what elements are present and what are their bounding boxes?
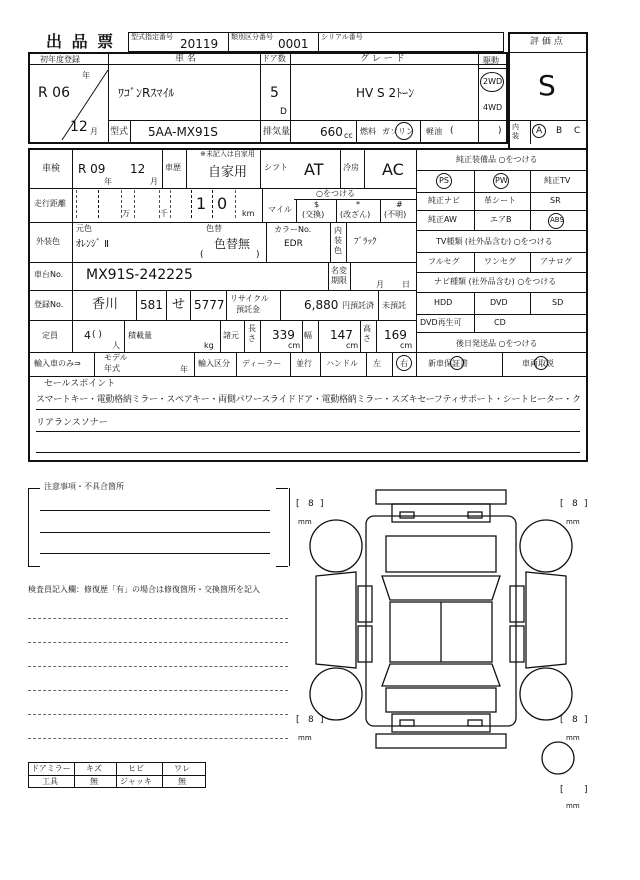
mileage-digit-box <box>134 190 160 218</box>
notes-label: 注意事項・不具合箇所 <box>44 482 124 491</box>
reg-num: 5777 <box>194 298 225 312</box>
tire-rl: 8 <box>308 715 314 725</box>
load-unit: kg <box>204 341 214 350</box>
windshield <box>382 576 500 600</box>
exchange-sym: $ <box>314 200 320 209</box>
sales-line2: リアランスソナー <box>36 418 108 428</box>
recycle-label1: リサイクル <box>230 294 269 303</box>
ac: AC <box>382 160 404 179</box>
wheel-rear-left <box>310 668 362 720</box>
tamper-sym: * <box>356 200 360 209</box>
navi-dvdplay: DVD再生可 <box>420 318 462 327</box>
reg-kana: せ <box>172 297 186 312</box>
legend-doormirror: ドアミラー <box>31 764 71 773</box>
tv-analog: アナログ <box>540 257 572 266</box>
tire-fr: 8 <box>572 499 578 509</box>
tire-rl-unit: mm <box>298 734 312 742</box>
equip-navi: 純正ナビ <box>428 196 460 205</box>
front-bumper <box>376 490 506 504</box>
width-label: 幅 <box>304 331 312 340</box>
category-no: 0001 <box>278 37 309 51</box>
shaken-month-unit: 月 <box>150 177 158 186</box>
color-paren-close: ) <box>256 250 260 260</box>
unknown-sym: # <box>396 200 403 209</box>
reg-class: 581 <box>140 298 163 312</box>
wheel-front-left <box>310 520 362 572</box>
hood-top <box>392 504 490 522</box>
tire-fr-bracket: ] <box>584 499 588 509</box>
first-reg-month-unit: 月 <box>90 127 98 136</box>
capacity-label: 定員 <box>42 331 58 340</box>
drive-4wd: 4WD <box>483 103 503 112</box>
mileage-digit-box <box>76 190 122 218</box>
load-label: 積載量 <box>128 331 152 340</box>
headlight-right <box>468 512 482 518</box>
page-title: 出 品 票 <box>46 32 116 51</box>
tv-title: TV種類 (社外品含む) ○をつける <box>436 237 553 246</box>
shaken-month: 12 <box>130 162 146 176</box>
tire-fr-bracket: [ <box>560 499 564 509</box>
interior-a: A <box>536 126 543 136</box>
tire-rl-bracket: [ <box>296 715 300 725</box>
equip-airbag: エアB <box>490 215 512 224</box>
color-label2: 色替 <box>206 224 222 233</box>
door-rl <box>358 626 372 662</box>
car-name-label: 車 名 <box>175 54 196 64</box>
fuel-gasoline: ガソリン <box>382 127 414 136</box>
drive-label: 駆動 <box>483 56 499 65</box>
fuel-diesel: 軽油 <box>426 127 442 136</box>
inspector-label: 検査員記入欄：修復歴「有」の場合は修復箇所・交換箇所を記入 <box>28 585 260 594</box>
category-label: 類別区分番号 <box>231 33 273 41</box>
dims-label: 諸元 <box>223 331 239 340</box>
tire-rr: 8 <box>572 715 578 725</box>
displacement: 660 <box>320 125 343 139</box>
equip-tv: 純正TV <box>544 176 571 185</box>
import-cat-label: 輸入区分 <box>198 359 230 368</box>
later-manual: 車両取説 <box>522 359 554 368</box>
color-change: 色替無 <box>214 237 251 251</box>
tire-fr-unit: mm <box>566 518 580 526</box>
tire-fl-bracket: ] <box>320 499 324 509</box>
length-label: 長さ <box>248 324 256 343</box>
model: 5AA-MX91S <box>148 125 218 139</box>
later-warranty: 新車保証書 <box>428 359 468 368</box>
taillight-right <box>468 720 482 726</box>
equip-aw: 純正AW <box>428 215 457 224</box>
interior-b: B <box>556 126 563 136</box>
shift-label: シフト <box>264 163 288 172</box>
tire-spare-bracket: ] <box>584 785 588 795</box>
taillight-left <box>400 720 414 726</box>
name-change-month: 月 <box>376 280 384 289</box>
first-reg-label: 初年度登録 <box>40 55 80 64</box>
capacity-paren: ( ) <box>92 330 102 340</box>
headlight-left <box>400 512 414 518</box>
model-year-label2: 年式 <box>104 364 120 373</box>
door-rr <box>510 626 524 662</box>
hood <box>386 536 496 572</box>
tire-rr-bracket: ] <box>584 715 588 725</box>
sales-label: セールスポイント <box>44 379 116 389</box>
tv-one: ワンセグ <box>484 257 516 266</box>
eval-score: S <box>538 69 556 102</box>
color-no-label: カラーNo. <box>274 225 312 234</box>
sales-line1: スマートキー・電動格納ミラー・スペアキー・両側パワースライドドア・電動格納ミラー・スズキセーフティサポート・シートヒーター・ク <box>36 395 581 405</box>
recycle-amount: 6,880 <box>304 298 339 312</box>
navi-title: ナビ種類 (社外品含む) ○をつける <box>434 277 557 286</box>
doors: 5 <box>270 85 279 101</box>
door-fr <box>510 586 524 622</box>
trunk <box>386 688 496 712</box>
vin-label: 車台No. <box>34 270 64 279</box>
tire-spare-bracket: [ <box>560 785 564 795</box>
handle-label: ハンドル <box>326 359 358 368</box>
displacement-label: 排気量 <box>263 127 291 137</box>
equip-abs: ABS <box>550 216 564 224</box>
equip-sr: SR <box>550 196 561 205</box>
history-label: 車歴 <box>165 163 181 172</box>
legend-kizu: キズ <box>86 764 102 773</box>
orig-color: ｵﾚﾝｼﾞ Ⅱ <box>76 239 110 250</box>
history-note: ※未記入は自家用 <box>200 150 255 158</box>
width-unit: cm <box>346 341 359 350</box>
serial-label: シリアル番号 <box>321 33 363 41</box>
navi-sd: SD <box>552 298 564 307</box>
drive-2wd: 2WD <box>483 77 503 86</box>
mileage-d1: 1 <box>196 194 207 213</box>
interior-c: C <box>574 126 581 136</box>
door-fl <box>358 586 372 622</box>
car-name: ﾜｺﾞﾝRｽﾏｲﾙ <box>118 86 175 100</box>
model-year-unit: 年 <box>180 365 188 374</box>
doors-type: D <box>280 107 287 117</box>
later-title: 後日発送品 ○をつける <box>456 339 538 348</box>
tire-fl-unit: mm <box>298 518 312 526</box>
tire-rl-bracket: ] <box>320 715 324 725</box>
equip-pw: PW <box>495 176 508 185</box>
legend-hibi: ヒビ <box>128 764 144 773</box>
type-approval-no: 20119 <box>180 37 219 51</box>
model-year-label1: モデル <box>104 353 128 362</box>
left: 左 <box>373 359 381 368</box>
model-label: 型式 <box>110 127 129 137</box>
rear-top <box>392 714 490 732</box>
orig-color-label: 元色 <box>76 224 92 233</box>
import-label: 輸入車のみ⇒ <box>34 359 81 368</box>
wheel-front-right <box>520 520 572 572</box>
eval-label: 評 価 点 <box>530 37 563 47</box>
shift: AT <box>304 160 324 179</box>
tire-fl: 8 <box>308 499 314 509</box>
shaken-label: 車検 <box>42 164 61 174</box>
grade-label: グ レ ー ド <box>360 54 405 64</box>
mileage-label: 走行距離 <box>34 199 66 208</box>
mileage-unit: km <box>242 209 255 218</box>
equip-leather: 革シート <box>484 196 516 205</box>
mileage-d2: 0 <box>217 194 228 213</box>
car-diagram <box>296 476 596 776</box>
first-reg-month: 12 <box>70 119 88 135</box>
navi-dvd: DVD <box>490 298 508 307</box>
dealer: ディーラー <box>242 359 282 368</box>
capacity: 4 <box>84 329 91 342</box>
grade: HV S 2ﾄｰﾝ <box>356 86 415 100</box>
height-label: 高さ <box>363 324 371 343</box>
mileage-attach: ○をつける <box>316 189 355 198</box>
vin: MX91S-242225 <box>86 267 193 283</box>
history: 自家用 <box>208 165 248 180</box>
mile-label: マイル <box>268 205 292 214</box>
recycle-unpaid: 未預託 <box>382 301 406 310</box>
fuel-other-open: ( <box>450 126 454 136</box>
legend-jack-val: 無 <box>178 777 186 786</box>
legend-tool: 工具 <box>42 777 58 786</box>
mileage-sen: 千 <box>160 209 168 218</box>
tire-rr-bracket: [ <box>560 715 564 725</box>
fuel-other-close: ) <box>498 126 502 136</box>
color-no: EDR <box>284 239 303 249</box>
rear-window <box>382 664 500 686</box>
displacement-unit: cc <box>344 131 353 140</box>
capacity-unit: 人 <box>112 341 120 350</box>
legend-tool-val: 無 <box>90 777 98 786</box>
equipment-title: 純正装備品 ○をつける <box>456 155 538 164</box>
height: 169 <box>384 328 407 342</box>
right-side <box>526 572 566 668</box>
unknown-label: (不明) <box>384 210 407 219</box>
reg-area: 香川 <box>92 297 119 312</box>
legend-jack: ジャッキ <box>120 777 152 786</box>
navi-cd: CD <box>494 318 506 327</box>
parallel: 並行 <box>296 359 312 368</box>
length-unit: cm <box>288 341 301 350</box>
type-approval-label: 型式指定番号 <box>131 33 173 41</box>
tire-fl-bracket: [ <box>296 499 300 509</box>
right: 右 <box>400 359 408 368</box>
color-label: 外装色 <box>36 237 60 246</box>
color-paren-open: ( <box>200 250 204 260</box>
fuel-label: 燃料 <box>360 127 376 136</box>
reg-label: 登録No. <box>34 300 64 309</box>
width: 147 <box>330 328 353 342</box>
tamper-label: (改ざん) <box>340 210 371 219</box>
tire-spare-unit: mm <box>566 802 580 810</box>
height-unit: cm <box>400 341 413 350</box>
tire-rr-unit: mm <box>566 734 580 742</box>
interior-label: 内装 <box>512 123 519 140</box>
length: 339 <box>272 328 295 342</box>
interior-color-label: 内装色 <box>334 226 342 255</box>
wheel-rear-right <box>520 668 572 720</box>
name-change-day: 日 <box>402 280 410 289</box>
first-reg-year: R 06 <box>38 85 70 101</box>
shaken-year-unit: 年 <box>104 177 112 186</box>
notes-box <box>28 488 290 566</box>
recycle-unit: 円預託済 <box>342 301 374 310</box>
shaken-year: R 09 <box>78 162 106 176</box>
rear-bumper <box>376 734 506 748</box>
equip-ps: PS <box>439 176 449 185</box>
spare-tire <box>542 742 574 774</box>
interior-color: ﾌﾞﾗｯｸ <box>354 237 377 247</box>
ac-label: 冷房 <box>343 163 359 172</box>
navi-hdd: HDD <box>434 298 453 307</box>
first-reg-year-unit: 年 <box>82 71 90 80</box>
mileage-man: 万 <box>122 209 130 218</box>
recycle-label2: 預託金 <box>236 305 260 314</box>
legend-ware: ワレ <box>174 764 190 773</box>
doors-label: ドア数 <box>262 54 286 63</box>
left-side <box>316 572 356 668</box>
name-change-label: 名変期限 <box>331 266 347 285</box>
tv-full: フルセグ <box>428 257 460 266</box>
exchange-label: (交換) <box>302 210 325 219</box>
